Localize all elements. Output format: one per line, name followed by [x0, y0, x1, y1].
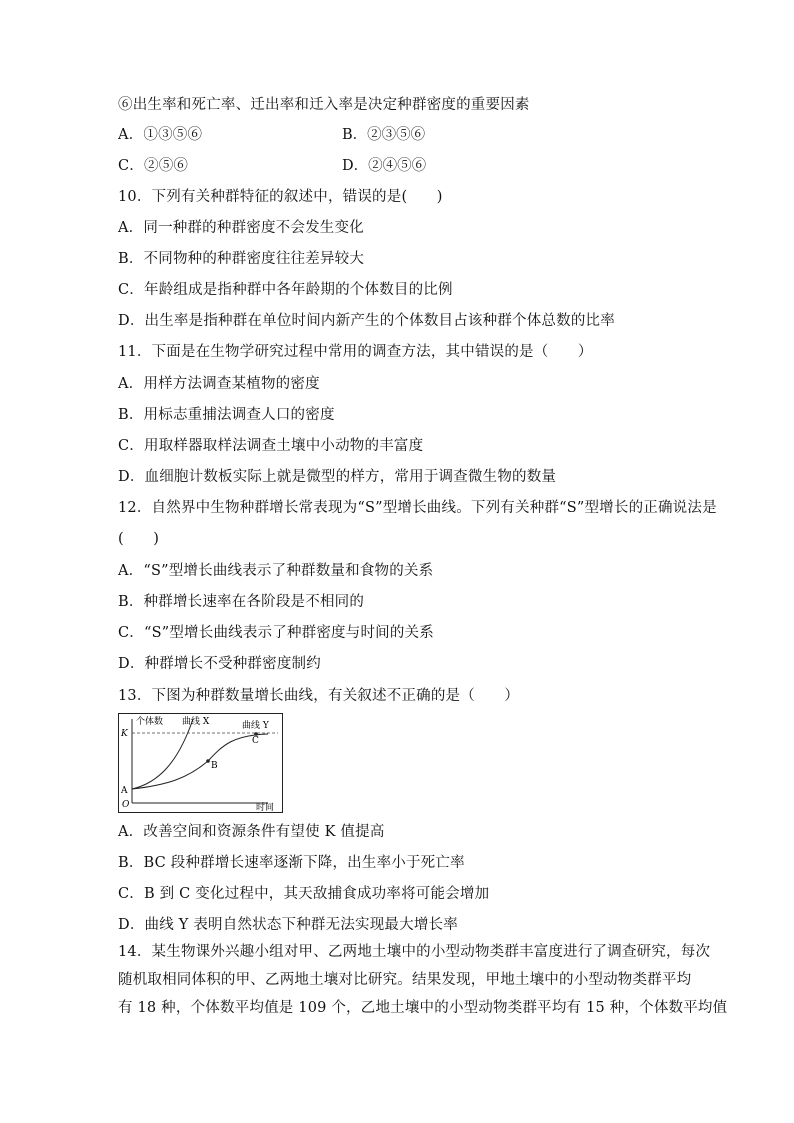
q10-option-a: A．同一种群的种群密度不会发生变化 — [118, 220, 364, 236]
text-line-option-6: ⑥出生率和死亡率、迁出率和迁入率是决定种群密度的重要因素 — [118, 97, 530, 113]
q11-option-d: D．血细胞计数板实际上就是微型的样方，常用于调查微生物的数量 — [118, 469, 557, 485]
q12-option-b: B．种群增长速率在各阶段是不相同的 — [118, 594, 365, 610]
y-axis-label: 个体数 — [136, 717, 164, 727]
point-b-mark — [206, 759, 210, 763]
q11-option-a: A．用样方法调查某植物的密度 — [118, 376, 320, 392]
q9-option-c: C．②⑤⑥ — [118, 158, 189, 174]
q9-option-a: A．①③⑤⑥ — [118, 127, 203, 143]
curve-x-label: 曲线 X — [182, 717, 210, 727]
q10-option-b: B．不同物种的种群密度往往差异较大 — [118, 251, 365, 267]
k-label: K — [121, 729, 128, 739]
q13-option-a: A．改善空间和资源条件有望使 K 值提高 — [118, 824, 385, 840]
point-a-label: A — [121, 786, 128, 796]
q13-option-d: D．曲线 Y 表明自然状态下种群无法实现最大增长率 — [118, 917, 458, 933]
q13-stem: 13．下图为种群数量增长曲线，有关叙述不正确的是（ ） — [118, 688, 520, 704]
q14-stem-line-2: 随机取相同体积的甲、乙两地土壤对比研究。结果发现，甲地土壤中的小型动物类群平均 — [118, 972, 692, 988]
q14-stem-line-3: 有 18 种，个体数平均值是 109 个，乙地土壤中的小型动物类群平均有 15 种，个体数平均值 — [118, 1000, 728, 1016]
q12-option-d: D．种群增长不受种群密度制约 — [118, 656, 321, 672]
q11-stem: 11．下面是在生物学研究过程中常用的调查方法，其中错误的是（ ） — [118, 344, 593, 360]
q11-option-c: C．用取样器取样法调查土壤中小动物的丰富度 — [118, 438, 424, 454]
q13-option-c: C．B 到 C 变化过程中，其天敌捕食成功率将可能会增加 — [118, 886, 490, 902]
q10-stem: 10．下列有关种群特征的叙述中，错误的是( ) — [118, 189, 443, 205]
q10-option-d: D．出生率是指种群在单位时间内新产生的个体数目占该种群个体总数的比率 — [118, 313, 615, 329]
curve-y-label: 曲线 Y — [242, 721, 269, 731]
q12-option-a: A．“S”型增长曲线表示了种群数量和食物的关系 — [118, 563, 434, 579]
q9-option-d: D．②④⑤⑥ — [342, 158, 427, 174]
population-growth-figure — [118, 713, 283, 813]
q9-option-b: B．②③⑤⑥ — [342, 127, 426, 143]
q14-stem-line-1: 14．某生物课外兴趣小组对甲、乙两地土壤中的小型动物类群丰富度进行了调查研究，每次 — [118, 944, 711, 960]
q12-paren: ( ) — [118, 531, 160, 547]
q13-option-b: B．BC 段种群增长速率逐渐下降，出生率小于死亡率 — [118, 855, 465, 871]
point-b-label: B — [211, 761, 218, 771]
q10-option-c: C．年龄组成是指种群中各年龄期的个体数目的比例 — [118, 282, 453, 298]
point-c-label: C — [252, 736, 259, 746]
q12-option-c: C．“S”型增长曲线表示了种群密度与时间的关系 — [118, 625, 434, 641]
x-axis-label: 时间 — [256, 803, 275, 813]
origin-label: O — [122, 800, 130, 810]
q12-stem: 12．自然界中生物种群增长常表现为“S”型增长曲线。下列有关种群“S”型增长的正确说法是 — [118, 500, 717, 516]
q11-option-b: B．用标志重捕法调查人口的密度 — [118, 407, 335, 423]
